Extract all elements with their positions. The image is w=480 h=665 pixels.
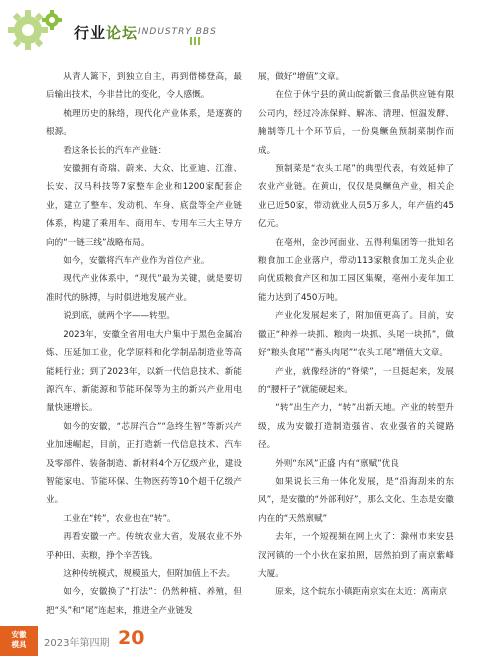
paragraph: 展，做好“增值”文章。 bbox=[258, 72, 345, 82]
paragraph: 预制菜是“农头工尾”的典型代表，有效延伸了农业产业链。在黄山，仅仅是臭鳜鱼产业，相关企业已近50家，带动就业人员5万多人，年产值约45亿元。 bbox=[258, 164, 454, 230]
paragraph: 说到底，就两个字——转型。 bbox=[63, 311, 175, 322]
paragraph: 在位于休宁县的黄山皖新徽三食品供应链有限公司内，经过冷冻保鲜、解冻、清理、恒温发酵、腌制等几十个环节后，一份臭鳜鱼预制菜制作而成。 bbox=[258, 90, 454, 156]
paragraph: 再看安徽一产。传统农业大省，发展农业不外乎种田、卖粮，挣个辛苦钱。 bbox=[46, 532, 242, 561]
article-column-right bbox=[258, 68, 454, 602]
paragraph: 从青人篱下，到独立自主，再到借梯登高，最后输出技术，今非昔比的变化，令人感慨。 bbox=[46, 72, 242, 101]
paragraph: 如今，安徽换了“打法”：仍然种植、养殖，但把“头”和“尾”连起来，推进全产业链发 bbox=[46, 587, 242, 616]
gear-icon bbox=[6, 6, 66, 56]
paragraph: 产业化发展起来了，附加值更高了。目前，安徽正“种养一块抓、粮肉一块抓、头尾一块抓”，做好“粮头食尾”“畜头肉尾”“农头工尾”增值大文章。 bbox=[258, 311, 454, 359]
paragraph: 如果说长三角一体化发展，是“沿海刮来的东风”，是安徽的“外部利好”，那么文化、生态是安徽内在的“天然禀赋” bbox=[258, 476, 454, 524]
page-header bbox=[0, 0, 480, 62]
page-number: 20 bbox=[118, 627, 145, 649]
section-title bbox=[74, 22, 138, 43]
paragraph: 看这条长长的汽车产业链： bbox=[63, 145, 167, 156]
magazine-badge bbox=[0, 626, 38, 656]
paragraph: 梳理历史的脉络，现代化产业体系，是逐赛的根源。 bbox=[46, 108, 242, 138]
paragraph: 如今的安徽，“芯屏汽合”“急终生智”等新兴产业加速崛起，目前，正打造新一代信息技术、汽车及零部件、装备制造、新材料4个万亿级产业，建设智能家电、节能环保、生物医药等10个超千亿级产业。 bbox=[46, 421, 242, 506]
paragraph: 工业在“转”，农业也在“转”。 bbox=[63, 513, 176, 524]
paragraph: “转”出生产力，“转”出新天地。产业的转型升级，成为安徽打造制造强省、农业强省的关键路径。 bbox=[258, 403, 454, 451]
paragraph: 2023年，安徽全省用电大户集中于黑色金属冶炼、压延加工业，化学原料和化学制品制造业等高能耗行业；到了2023年，以新一代信息技术、新能源汽车、新能源和节能环保等为主的新兴产业用电量快速增长。 bbox=[46, 329, 242, 414]
paragraph: 产业，就像经济的“脊梁”，一旦挺起来，发展的“腰杆子”就能硬起来。 bbox=[258, 366, 454, 395]
paragraph: 去年，一个短视频在网上火了：滁州市来安县汊河镇的一个小伙在家拍照，居然拍到了南京紫峰大厦。 bbox=[258, 532, 454, 579]
section-subtitle: INDUSTRY BBS bbox=[138, 27, 217, 37]
paragraph: 在亳州，金沙河面业、五得利集团等一批知名粮食加工企业落户，带动113家粮食加工龙头企业向优质粮食产区和加工园区集聚，亳州小麦年加工能力达到了450万吨。 bbox=[258, 237, 454, 303]
paragraph: 这种传统模式，规模虽大，但附加值上不去。 bbox=[63, 568, 236, 579]
paragraph: 如今，安徽将汽车产业作为首位产业。 bbox=[63, 256, 210, 267]
magazine-badge-line1: 安徽 bbox=[11, 630, 27, 639]
decorative-bars bbox=[190, 30, 202, 49]
section-heading: 外则“东风”正盛 内有“禀赋”优良 bbox=[275, 458, 399, 469]
page-footer bbox=[0, 626, 480, 665]
magazine-badge-line2: 模具 bbox=[11, 640, 27, 649]
section-title-part1: 行业 bbox=[74, 24, 107, 42]
paragraph: 原来，这个皖东小镇距南京实在太近：离南京 bbox=[275, 587, 448, 598]
issue-label: 2023年第四期 bbox=[44, 638, 110, 649]
article-column-left bbox=[46, 68, 242, 620]
section-title-part2: 论坛 bbox=[106, 24, 139, 42]
paragraph: 安徽拥有奇瑞、蔚来、大众、比亚迪、江淮、长安、汉马科技等7家整车企业和1200家配套企业，建立了整车、发动机、车身、底盘等全产业链体系，构建了乘用车、商用车、专用车三大主导方向的“一链三线”战略布局。 bbox=[46, 164, 242, 248]
paragraph: 现代产业体系中，“现代”最为关键，就是要切准时代的脉搏，与时俱进地发展产业。 bbox=[46, 274, 242, 303]
